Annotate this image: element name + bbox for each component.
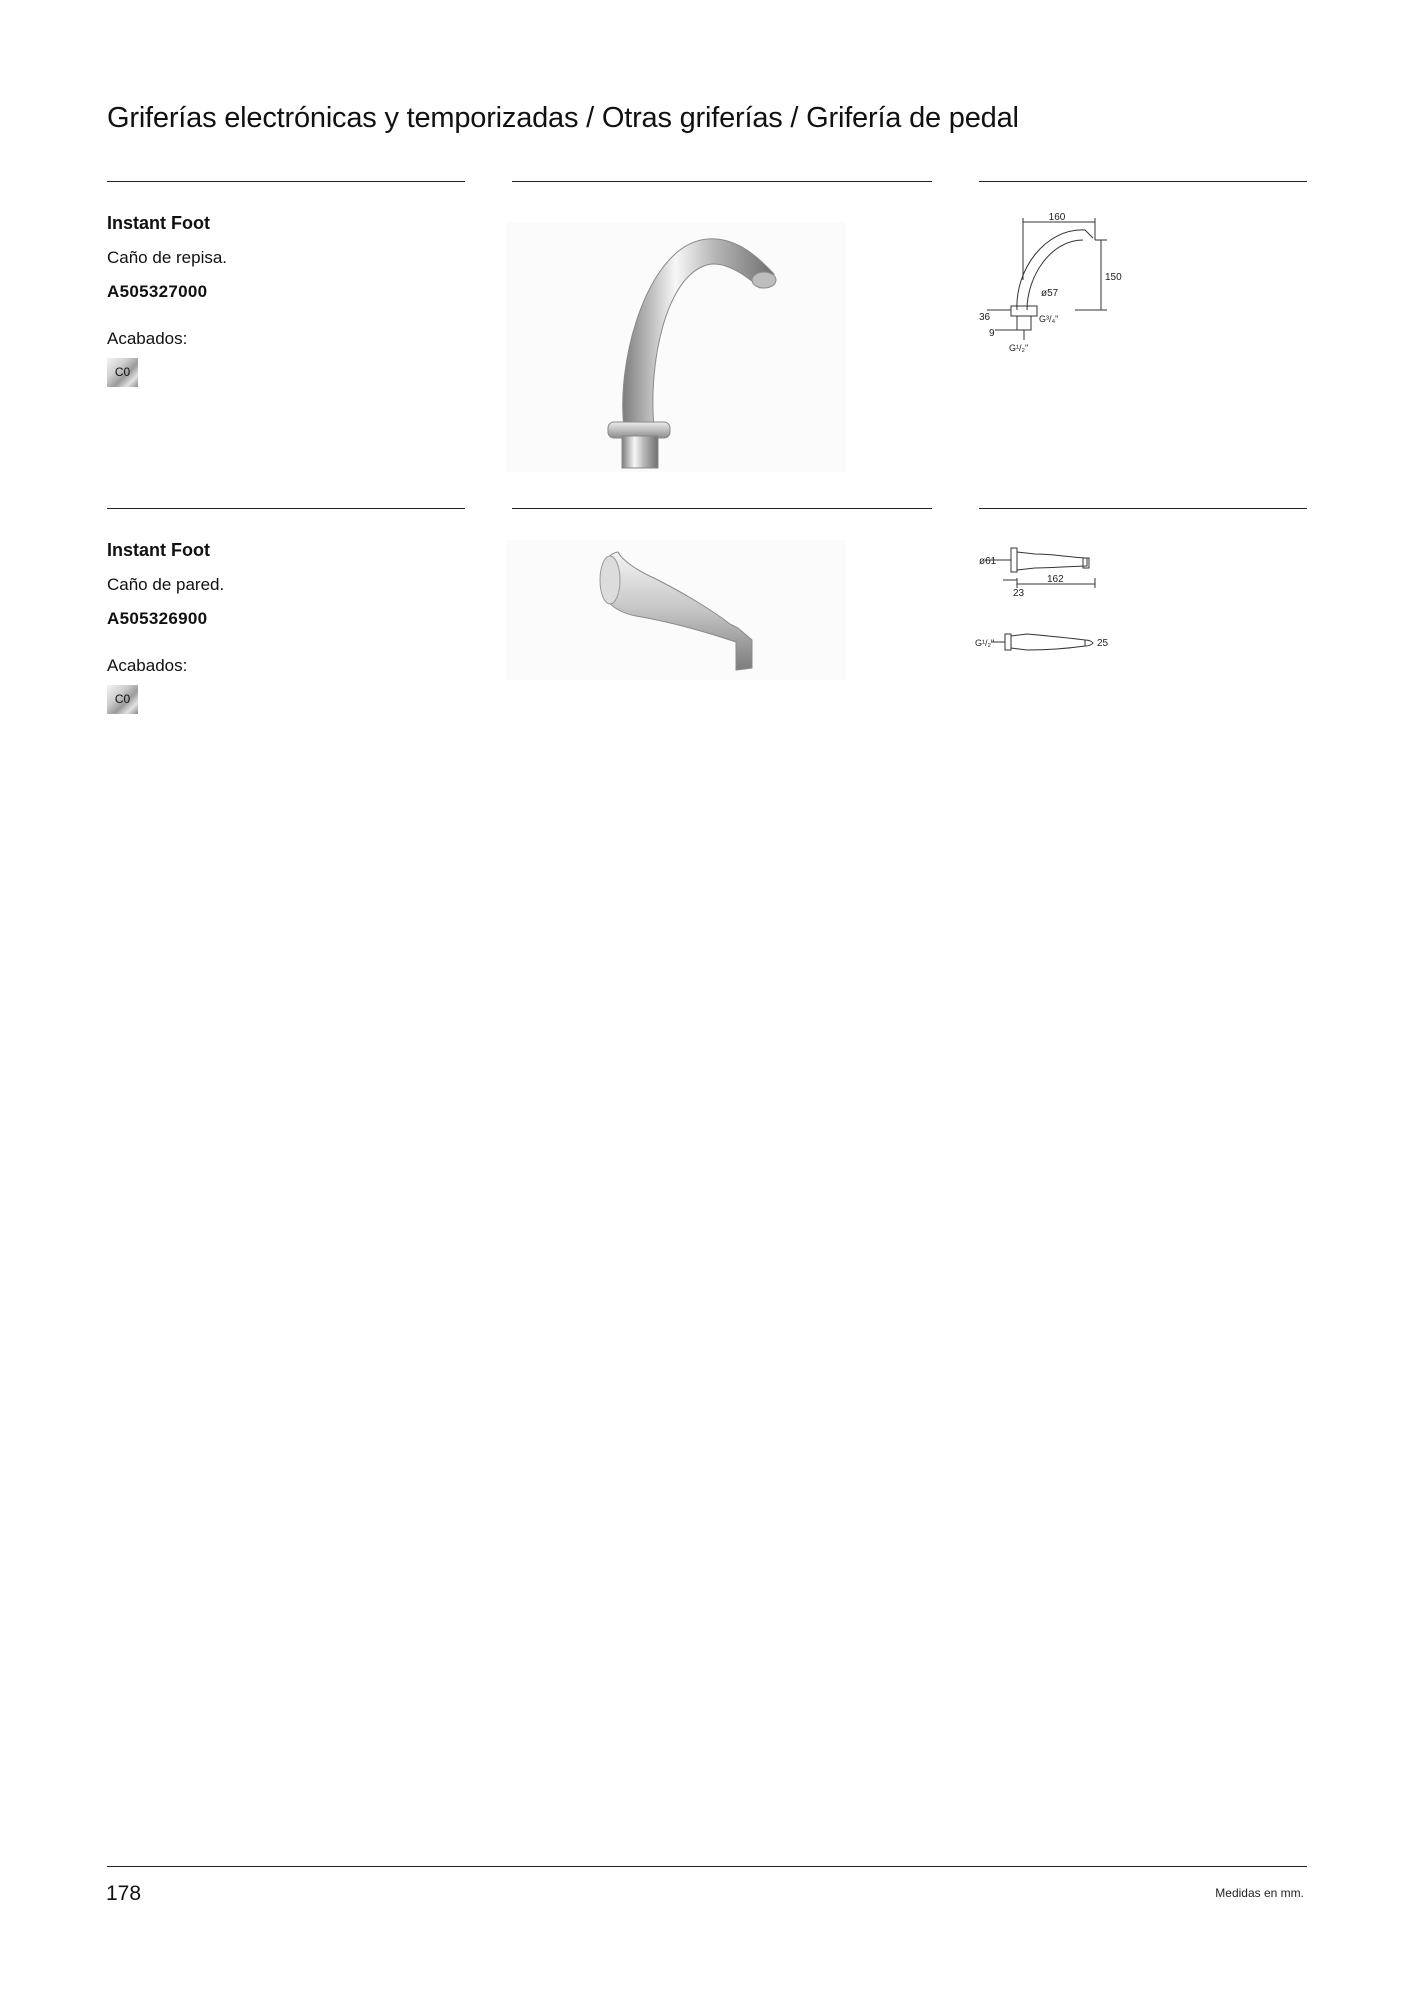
finishes-label: Acabados: [107, 656, 188, 675]
dimension-label: 162 [1047, 574, 1064, 585]
deck-spout-technical-drawing [975, 210, 1135, 360]
dimension-label: 36 [979, 312, 991, 323]
dimension-label: 160 [1048, 212, 1066, 223]
wall-spout-photo [506, 540, 846, 680]
finishes-label: Acabados: [107, 329, 188, 348]
product-description: Caño de pared. [107, 575, 225, 594]
measurements-note: Medidas en mm. [1215, 1886, 1304, 1900]
deck-spout-photo [506, 222, 846, 472]
product-description: Caño de repisa. [107, 248, 228, 267]
dimension-label: ø57 [1041, 288, 1059, 299]
finish-swatch-chrome: C0 [107, 685, 138, 714]
wall-spout-technical-drawing [975, 540, 1135, 660]
divider [512, 508, 932, 509]
footer-divider [107, 1866, 1307, 1867]
finish-swatch-chrome: C0 [107, 358, 138, 387]
divider [107, 181, 465, 182]
product-code: A505327000 [107, 282, 208, 301]
divider [979, 181, 1307, 182]
dimension-label: 9 [989, 328, 995, 339]
dimension-label: 25 [1097, 638, 1109, 649]
page-number: 178 [106, 1882, 142, 1905]
product-name: Instant Foot [107, 213, 210, 233]
dimension-label: G¹/₂" [975, 638, 995, 648]
dimension-label: G¹/₂" [1009, 343, 1029, 353]
divider [979, 508, 1307, 509]
dimension-label: G³/₄" [1039, 314, 1059, 324]
page-title: Griferías electrónicas y temporizadas / Otras griferías / Grifería de pedal [107, 102, 1019, 134]
product-code: A505326900 [107, 609, 208, 628]
product-name: Instant Foot [107, 540, 210, 560]
divider [107, 508, 465, 509]
dimension-label: 23 [1013, 588, 1025, 599]
dimension-label: ø61 [979, 556, 997, 567]
divider [512, 181, 932, 182]
dimension-label: 150 [1105, 272, 1122, 283]
